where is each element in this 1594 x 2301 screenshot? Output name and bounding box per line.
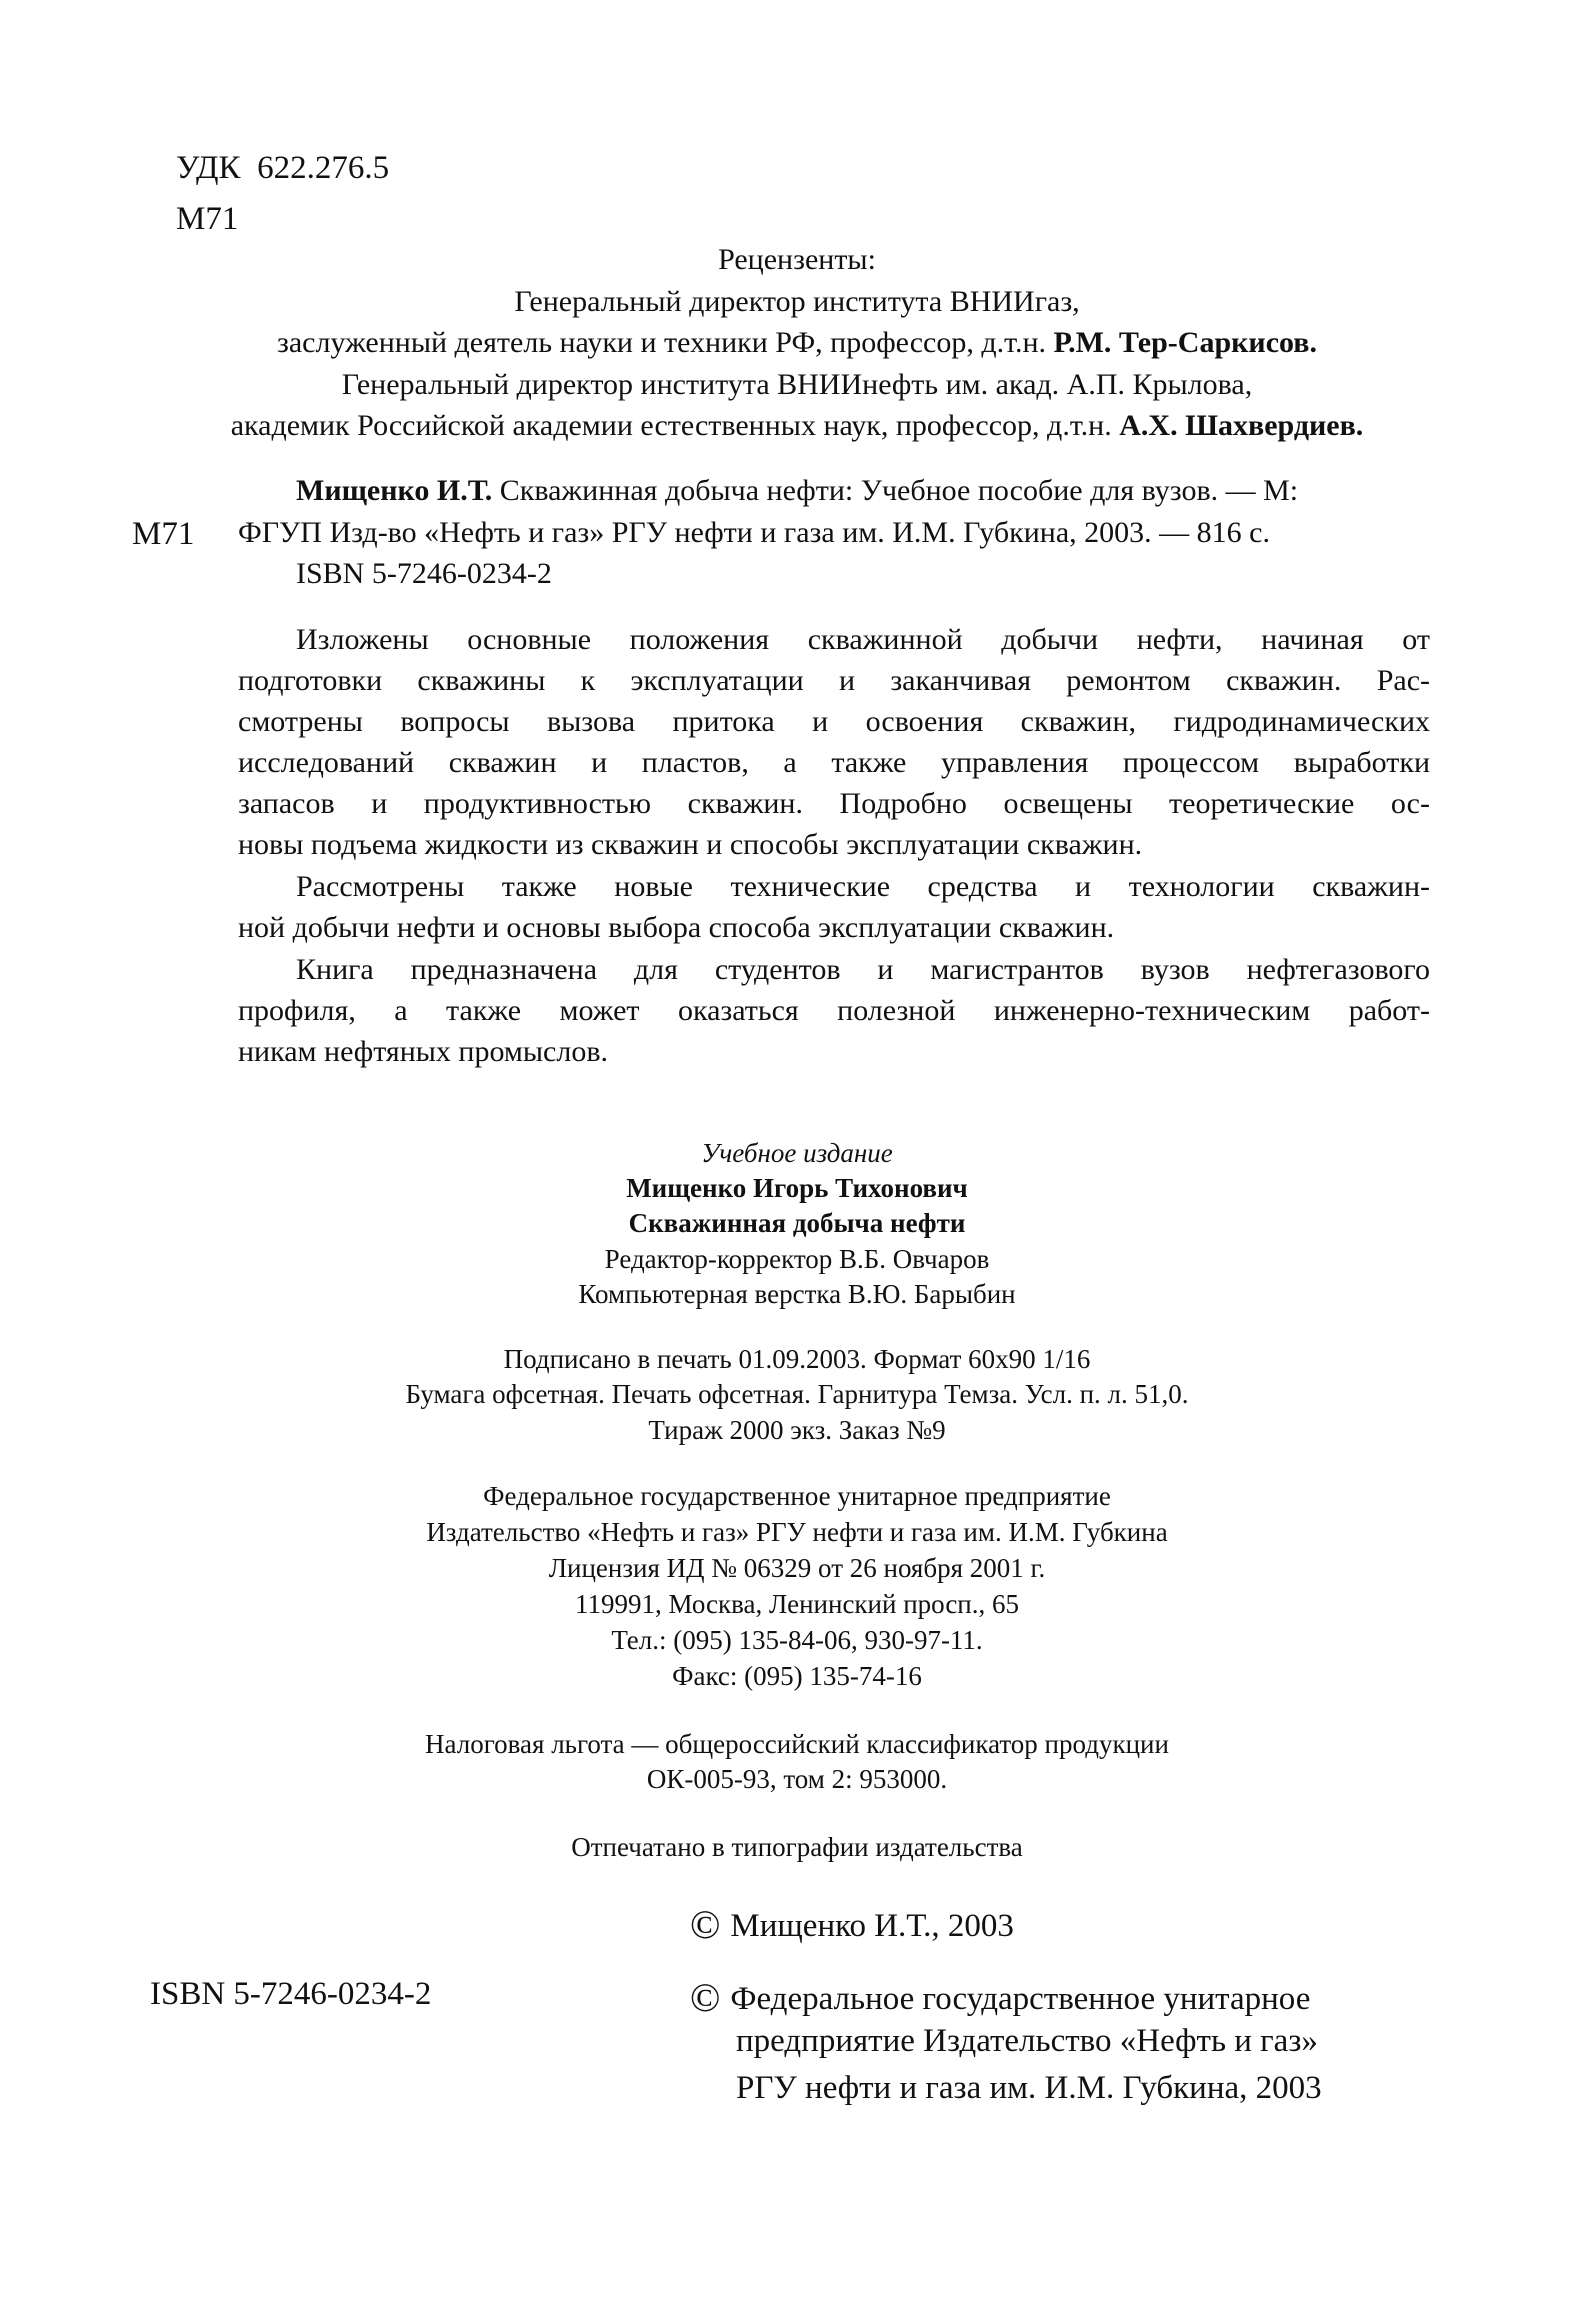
abstract-p1-line: исследований скважин и пластов, а также управления процессом выработки [238,746,1430,779]
reviewer-2-line-1: Генеральный директор института ВНИИнефть им. акад. А.П. Крылова, [341,368,1253,401]
abstract-p1-line: Изложены основные положения скважинной добычи нефти, начиная от [296,623,1430,656]
colophon-author: Мищенко Игорь Тихонович [626,1173,968,1203]
abstract-p1-line: запасов и продуктивностью скважин. Подробно освещены теоретические ос- [238,787,1430,820]
colophon-editor: Редактор-корректор В.Б. Овчаров [604,1244,990,1274]
colophon-circulation: Тираж 2000 экз. Заказ №9 [648,1415,946,1445]
colophon-paper: Бумага офсетная. Печать офсетная. Гарнитура Темза. Усл. п. л. 51,0. [405,1379,1189,1409]
copyright-org-line-2: предприятие Издательство «Нефть и газ» [736,2023,1318,2059]
publisher-address: 119991, Москва, Ленинский просп., 65 [575,1589,1019,1619]
copyright-icon: © [690,1975,721,2020]
bib-line-2: ФГУП Изд-во «Нефть и газ» РГУ нефти и газа им. И.М. Губкина, 2003. — 816 с. [238,516,1270,549]
reviewer-2-line-2 [0,411,1594,441]
bib-title: Скважинная добыча нефти: Учебное пособие для вузов. — М: [492,474,1299,507]
bib-isbn: ISBN 5-7246-0234-2 [296,557,552,590]
abstract-p1-line: новы подъема жидкости из скважин и способы эксплуатации скважин. [238,828,1143,861]
copyright-org-1: Федеральное государственное унитарное [730,1981,1311,2017]
abstract-p3-line: Книга предназначена для студентов и магистрантов вузов нефтегазового [296,953,1430,986]
udk-line [176,152,389,185]
colophon-title: Скважинная добыча нефти [628,1208,966,1238]
publisher-line-1: Федеральное государственное унитарное предприятие [483,1481,1111,1511]
publisher-license: Лицензия ИД № 06329 от 26 ноября 2001 г. [548,1553,1046,1583]
reviewer-1-line-1: Генеральный директор института ВНИИгаз, [514,285,1080,318]
udk-code: 622.276.5 [257,150,390,186]
copyright-icon: © [690,1902,721,1947]
tax-line-1: Налоговая льгота — общероссийский классификатор продукции [425,1729,1169,1759]
abstract-p1-line: подготовки скважины к эксплуатации и заканчивая ремонтом скважин. Рас- [238,664,1430,697]
colophon-layout: Компьютерная верстка В.Ю. Барыбин [578,1279,1016,1309]
reviewer-1-name: Р.М. Тер-Саркисов. [1053,326,1317,359]
reviewer-1-line-2 [0,328,1594,358]
abstract-p3-line: никам нефтяных промыслов. [238,1035,609,1068]
reviewer-2-name: А.Х. Шахвердиев. [1119,409,1364,442]
copyright-author-line [690,1902,1014,1947]
edition-type: Учебное издание [701,1138,893,1168]
abstract-p3-line: профиля, а также может оказаться полезной инженерно-техническим работ- [238,994,1430,1027]
bib-author: Мищенко И.Т. [296,474,493,507]
printed-note: Отпечатано в типографии издательства [571,1832,1023,1862]
reviewers-heading: Рецензенты: [718,243,876,276]
reviewer-2-title: академик Российской академии естественных наук, профессор, д.т.н. [230,409,1120,442]
tax-line-2: ОК-005-93, том 2: 953000. [646,1764,948,1794]
copyright-org-line-3: РГУ нефти и газа им. И.М. Губкина, 2003 [736,2070,1322,2106]
publisher-line-2: Издательство «Нефть и газ» РГУ нефти и газа им. И.М. Губкина [426,1517,1168,1547]
reviewer-1-title: заслуженный деятель науки и техники РФ, профессор, д.т.н. [277,326,1054,359]
bbk-code: М71 [176,201,239,237]
bib-line-1 [296,476,1298,506]
colophon-signed: Подписано в печать 01.09.2003. Формат 60х90 1/16 [503,1344,1091,1374]
udk-label: УДК [176,150,241,186]
publisher-phone: Тел.: (095) 135-84-06, 930-97-11. [611,1625,983,1655]
bib-code: М71 [132,516,195,552]
copyright-author: Мищенко И.Т., 2003 [730,1908,1014,1944]
abstract-p2-line: ной добычи нефти и основы выбора способа эксплуатации скважин. [238,911,1115,944]
footer-isbn: ISBN 5-7246-0234-2 [150,1976,432,2012]
abstract-p2-line: Рассмотрены также новые технические средства и технологии скважин- [296,870,1430,903]
copyright-org-line-1 [690,1975,1311,2020]
abstract-p1-line: смотрены вопросы вызова притока и освоения скважин, гидродинамических [238,705,1430,738]
publisher-fax: Факс: (095) 135-74-16 [672,1661,922,1691]
